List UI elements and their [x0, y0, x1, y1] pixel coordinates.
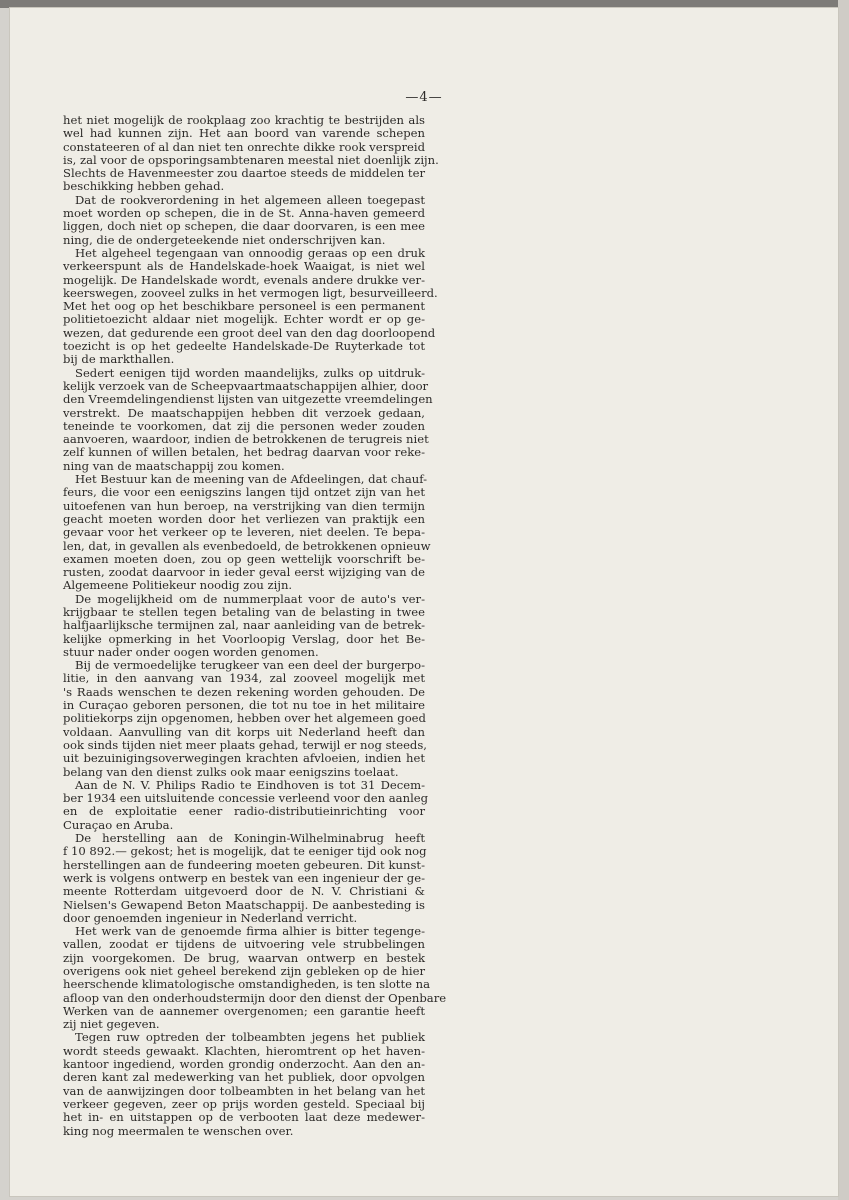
- text-line: Aan de N. V. Philips Radio te Eindhoven is tot 31 Decem-: [75, 777, 425, 792]
- text-line: wordt steeds gewaakt. Klachten, hieromtrent op het haven-: [63, 1043, 425, 1058]
- text-line: werk is volgens ontwerp en bestek van een ingenieur der ge-: [63, 870, 425, 885]
- text-line: examen moeten doen, zou op geen wettelijk voorschrift be-: [63, 551, 425, 566]
- text-line: zelf kunnen of willen betalen, het bedrag daarvan voor reke-: [63, 445, 425, 460]
- text-line: Sedert eenigen tijd worden maandelijks, zulks op uitdruk-: [75, 365, 425, 380]
- text-line: is, zal voor de opsporingsambtenaren meestal niet doenlijk zijn.: [63, 152, 439, 167]
- text-line: in Curaçao geboren personen, die tot nu toe in het militaire: [63, 698, 425, 713]
- text-line: en de exploitatie eener radio-distributieinrichting voor: [63, 804, 425, 819]
- text-line: Bij de vermoedelijke terugkeer van een deel der burgerpo-: [75, 658, 425, 673]
- text-line: mogelijk. De Handelskade wordt, evenals andere drukke ver-: [63, 272, 425, 287]
- text-line: kelijk verzoek van de Scheepvaartmaatschappijen alhier, door: [63, 378, 429, 393]
- text-line: uit bezuinigingsoverwegingen krachten afvloeien, indien het: [63, 751, 425, 766]
- text-line: Het werk van de genoemde firma alhier is bitter tegenge-: [75, 924, 425, 939]
- text-line: aanvoeren, waardoor, indien de betrokkenen de terugreis niet: [63, 432, 429, 447]
- text-line: kantoor ingediend, worden grondig onderzocht. Aan den an-: [63, 1057, 425, 1072]
- text-line: verkeer gegeven, zeer op prijs worden gesteld. Speciaal bij: [63, 1096, 425, 1111]
- text-line: deren kant zal medewerking van het publiek, door opvolgen: [63, 1070, 425, 1085]
- text-line: wezen, dat gedurende een groot deel van den dag doorloopend: [63, 325, 436, 340]
- text-line: voldaan. Aanvulling van dit korps uit Nederland heeft dan: [63, 724, 425, 739]
- scan-top-edge: [0, 0, 849, 8]
- text-line: Het Bestuur kan de meening van de Afdeelingen, dat chauf-: [75, 472, 427, 487]
- text-line: vallen, zoodat er tijdens de uitvoering vele strubbelingen: [63, 937, 425, 952]
- text-line: teneinde te voorkomen, dat zij die personen weder zouden: [63, 418, 425, 433]
- text-line: Algemeene Politiekeur noodig zou zijn.: [63, 578, 293, 593]
- text-line: politietoezicht aldaar niet mogelijk. Echter wordt er op ge-: [63, 312, 425, 327]
- text-line: Tegen ruw optreden der tolbeambten jegens het publiek: [75, 1030, 425, 1045]
- text-line: De mogelijkheid om de nummerplaat voor de auto's ver-: [75, 591, 425, 606]
- text-line: moet worden op schepen, die in de St. Anna-haven gemeerd: [63, 206, 425, 221]
- text-line: wel had kunnen zijn. Het aan boord van varende schepen: [63, 126, 425, 141]
- text-line: kelijke opmerking in het Voorloopig Verslag, door het Be-: [63, 631, 425, 646]
- text-line: geacht moeten worden door het verliezen van praktijk een: [63, 511, 425, 526]
- text-line: verstrekt. De maatschappijen hebben dit verzoek gedaan,: [63, 405, 425, 420]
- text-line: De herstelling aan de Koningin-Wilhelminabrug heeft: [75, 831, 425, 846]
- text-line: king nog meermalen te wenschen over.: [63, 1123, 294, 1138]
- text-line: overigens ook niet geheel berekend zijn gebleken op de hier: [63, 964, 425, 978]
- text-line: herstellingen aan de fundeering moeten gebeuren. Dit kunst-: [63, 857, 425, 872]
- text-line: keerswegen, zooveel zulks in het vermogen ligt, besurveilleerd.: [63, 285, 438, 300]
- text-line: rusten, zoodat daarvoor in ieder geval eerst wijziging van de: [63, 565, 425, 580]
- text-line: len, dat, in gevallen als evenbedoeld, de betrokkenen opnieuw: [63, 538, 431, 553]
- page-number: —4—: [405, 90, 443, 105]
- text-line: Met het oog op het beschikbare personeel is een permanent: [63, 299, 425, 314]
- text-line: f 10 892.— gekost; het is mogelijk, dat te eeniger tijd ook nog: [63, 844, 427, 859]
- text-line: halfjaarlijksche termijnen zal, naar aanleiding van de betrek-: [63, 618, 425, 633]
- text-line: het in- en uitstappen op de verbooten laat deze medewer-: [63, 1110, 425, 1125]
- text-line: Slechts de Havenmeester zou daartoe steeds de middelen ter: [63, 166, 425, 181]
- text-line: Werken van de aannemer overgenomen; een garantie heeft: [63, 1003, 425, 1018]
- text-line: het niet mogelijk de rookplaag zoo krachtig te bestrijden als: [63, 113, 425, 127]
- text-line: liggen, doch niet op schepen, die daar doorvaren, is een mee: [63, 219, 425, 234]
- text-line: ning, die de ondergeteekende niet onderschrijven kan.: [63, 232, 386, 247]
- text-line: krijgbaar te stellen tegen betaling van de belasting in twee: [63, 604, 425, 619]
- text-line: heerschende klimatologische omstandigheden, is ten slotte na: [63, 977, 431, 992]
- text-line: feurs, die voor een eenigszins langen tijd ontzet zijn van het: [63, 485, 425, 500]
- text-line: zij niet gegeven.: [63, 1017, 160, 1032]
- text-line: door genoemden ingenieur in Nederland verricht.: [63, 910, 358, 925]
- text-line: afloop van den onderhoudstermijn door den dienst der Openbare: [63, 990, 447, 1005]
- text-line: den Vreemdelingendienst lijsten van uitgezette vreemdelingen: [63, 392, 433, 407]
- text-line: litie, in den aanvang van 1934, zal zooveel mogelijk met: [63, 671, 425, 686]
- text-line: Dat de rookverordening in het algemeen alleen toegepast: [75, 192, 425, 207]
- text-line: ook sinds tijden niet meer plaats gehad, terwijl er nog steeds,: [63, 737, 427, 752]
- text-line: verkeerspunt als de Handelskade-hoek Waaigat, is niet wel: [63, 259, 425, 274]
- text-line: ning van de maatschappij zou komen.: [63, 458, 285, 473]
- text-line: ber 1934 een uitsluitende concessie verleend voor den aanleg: [63, 791, 429, 806]
- text-line: gevaar voor het verkeer op te leveren, niet deelen. Te bepa-: [63, 525, 425, 540]
- text-line: beschikking hebben gehad.: [63, 179, 225, 194]
- text-line: Het algeheel tegengaan van onnoodig geraas op een druk: [75, 245, 425, 260]
- text-line: 's Raads wenschen te dezen rekening worden gehouden. De: [63, 684, 425, 699]
- text-line: constateeren of al dan niet ten onrechte dikke rook verspreid: [63, 139, 426, 154]
- text-line: Nielsen's Gewapend Beton Maatschappij. De aanbesteding is: [63, 897, 425, 912]
- text-line: meente Rotterdam uitgevoerd door de N. V. Christiani &: [63, 884, 425, 899]
- body-text: [63, 113, 447, 1138]
- text-line: stuur nader onder oogen worden genomen.: [63, 644, 319, 659]
- document-page: [10, 8, 838, 1196]
- text-line: Curaçao en Aruba.: [63, 817, 174, 832]
- text-line: toezicht is op het gedeelte Handelskade-De Ruyterkade tot: [63, 339, 425, 354]
- text-line: uitoefenen van hun beroep, na verstrijking van dien termijn: [63, 498, 425, 513]
- text-line: belang van den dienst zulks ook maar eenigszins toelaat.: [63, 764, 399, 779]
- text-line: politiekorps zijn opgenomen, hebben over het algemeen goed: [63, 711, 426, 726]
- text-line: bij de markthallen.: [63, 352, 175, 367]
- scan-right-edge: [838, 0, 849, 1200]
- text-line: van de aanwijzingen door tolbeambten in het belang van het: [63, 1083, 425, 1098]
- text-line: zijn voorgekomen. De brug, waarvan ontwerp en bestek: [63, 950, 425, 965]
